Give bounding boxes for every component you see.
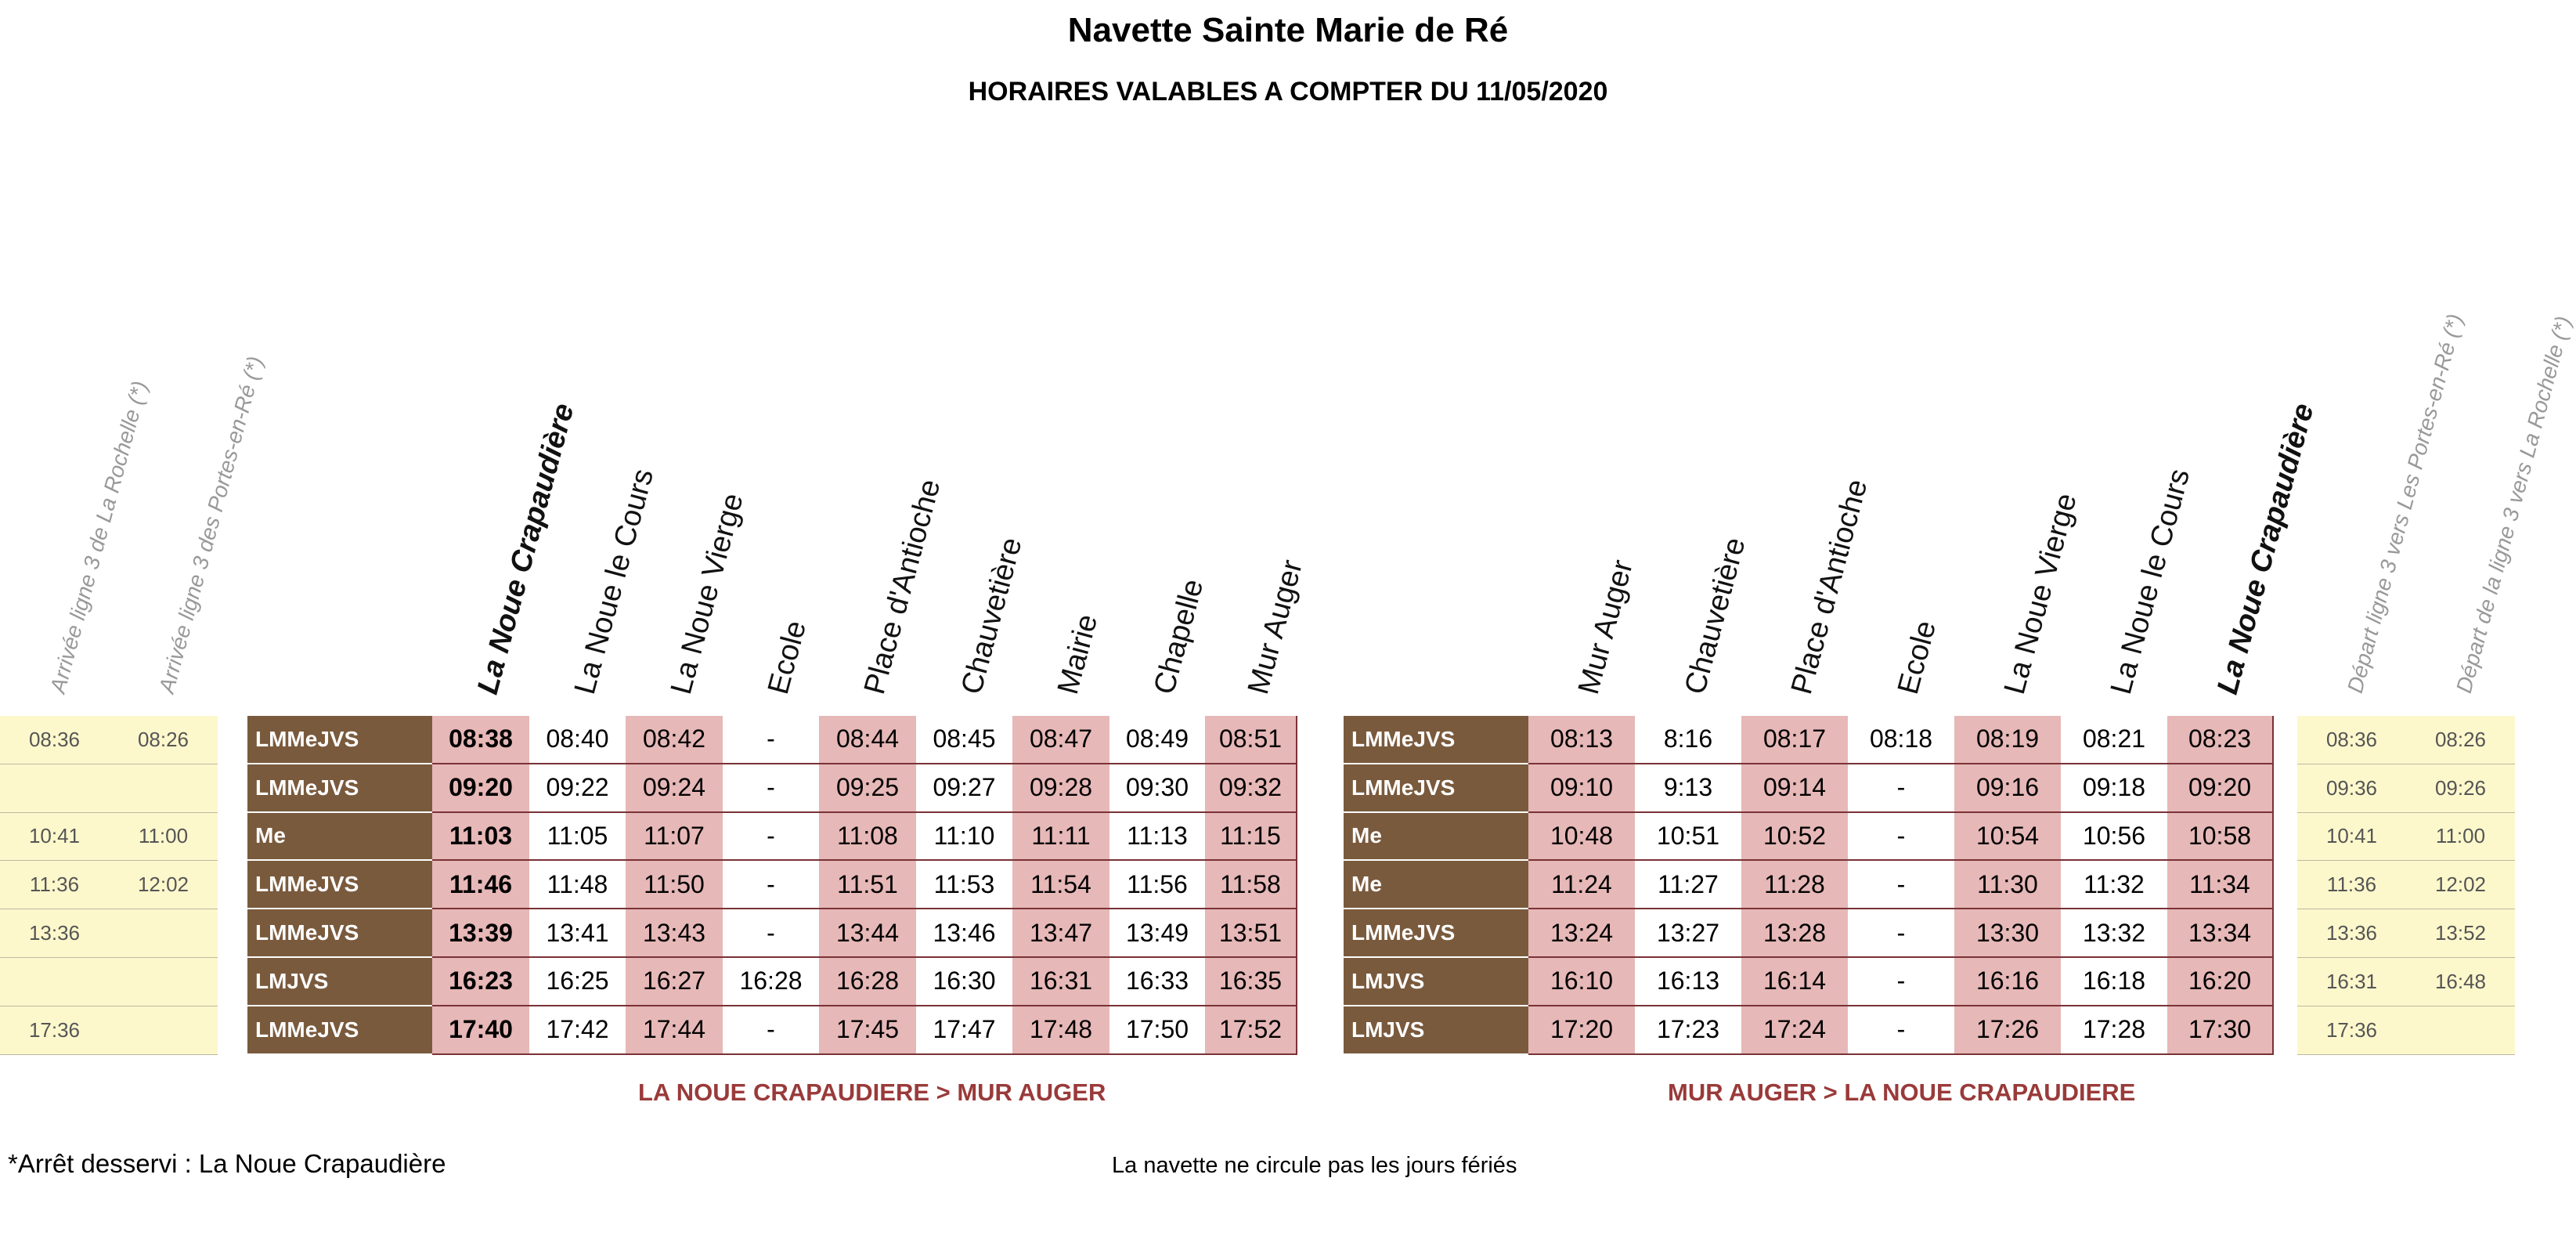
connection-time: 08:36: [28, 727, 81, 751]
return-timetable: [1344, 716, 2274, 1055]
connection-row: [0, 1006, 218, 1055]
connection-time: [2406, 1006, 2515, 1054]
connection-time: 08:36: [2325, 727, 2378, 751]
time-cell: 10:52: [1741, 813, 1848, 862]
connection-row: [2297, 764, 2515, 813]
connection-time: 17:36: [2325, 1017, 2378, 1042]
connection-time: 11:00: [2435, 824, 2486, 848]
table-row: [1344, 958, 2274, 1006]
time-cell: -: [723, 764, 819, 813]
time-cell: 16:13: [1635, 958, 1741, 1006]
time-cell: 13:47: [1012, 909, 1109, 958]
service-days: Me: [247, 813, 432, 862]
time-cell: 11:08: [819, 813, 916, 862]
time-cell: 16:30: [916, 958, 1012, 1006]
connection-time: 08:26: [137, 727, 189, 751]
time-cell: 16:27: [626, 958, 723, 1006]
time-cell: 17:30: [2167, 1006, 2274, 1055]
time-cell: 11:32: [2061, 861, 2167, 909]
connection-time: 12:02: [137, 873, 189, 897]
page-subtitle: HORAIRES VALABLES A COMPTER DU 11/05/2020: [968, 77, 1608, 107]
time-cell: 10:58: [2167, 813, 2274, 862]
service-days: LMJVS: [1344, 1006, 1528, 1055]
time-cell: 16:20: [2167, 958, 2274, 1006]
time-cell: 17:48: [1012, 1006, 1109, 1055]
column-header: Chauvetière: [954, 534, 1029, 698]
connection-row: [0, 909, 218, 958]
service-days: LMMeJVS: [1344, 764, 1528, 813]
time-cell: 11:58: [1205, 861, 1297, 909]
connection-row: [0, 764, 218, 813]
time-cell: 17:20: [1528, 1006, 1635, 1055]
time-cell: 10:54: [1954, 813, 2061, 862]
time-cell: 11:15: [1205, 813, 1297, 862]
time-cell: 17:24: [1741, 1006, 1848, 1055]
time-cell: 11:10: [916, 813, 1012, 862]
table-row: [247, 1006, 1297, 1055]
time-cell: 08:17: [1741, 716, 1848, 764]
connection-time: [109, 909, 218, 957]
time-cell: 09:30: [1109, 764, 1205, 813]
time-cell: 11:05: [529, 813, 626, 862]
time-cell: 13:30: [1954, 909, 2061, 958]
time-cell: -: [1848, 764, 1954, 813]
column-header: Ecole: [1892, 617, 1943, 698]
time-cell: 08:51: [1205, 716, 1297, 764]
service-days: LMMeJVS: [247, 1006, 432, 1055]
service-days: LMMeJVS: [247, 764, 432, 813]
connection-time: 13:36: [28, 921, 81, 945]
column-header: La Noue Crapaudière: [471, 399, 581, 698]
connection-row: [0, 958, 218, 1006]
outbound-timetable: [247, 716, 1297, 1055]
connection-time: 12:02: [2434, 873, 2487, 897]
table-row: [247, 958, 1297, 1006]
table-row: [247, 861, 1297, 909]
service-days: LMJVS: [1344, 958, 1528, 1006]
connection-row: [2297, 909, 2515, 958]
time-cell: 16:33: [1109, 958, 1205, 1006]
time-cell: 13:39: [432, 909, 529, 958]
time-cell: 13:34: [2167, 909, 2274, 958]
right-connection-table: [2297, 716, 2515, 1055]
time-cell: 8:16: [1635, 716, 1741, 764]
table-row: [247, 909, 1297, 958]
service-days: LMMeJVS: [247, 716, 432, 764]
time-cell: 13:27: [1635, 909, 1741, 958]
time-cell: 09:10: [1528, 764, 1635, 813]
connection-time: 10:41: [28, 824, 81, 848]
time-cell: 16:10: [1528, 958, 1635, 1006]
time-cell: 13:43: [626, 909, 723, 958]
connection-time: 11:36: [2326, 873, 2377, 897]
time-cell: 08:13: [1528, 716, 1635, 764]
time-cell: 13:32: [2061, 909, 2167, 958]
service-days: LMMeJVS: [247, 861, 432, 909]
time-cell: 11:51: [819, 861, 916, 909]
time-cell: 09:28: [1012, 764, 1109, 813]
page-title: Navette Sainte Marie de Ré: [1067, 11, 1509, 49]
time-cell: 08:42: [626, 716, 723, 764]
connection-time: 09:26: [2434, 775, 2487, 800]
connection-time: [109, 764, 218, 812]
time-cell: 11:34: [2167, 861, 2274, 909]
time-cell: 08:47: [1012, 716, 1109, 764]
column-header: Place d'Antioche: [1785, 475, 1874, 698]
time-cell: 17:47: [916, 1006, 1012, 1055]
table-row: [247, 813, 1297, 862]
time-cell: -: [723, 909, 819, 958]
time-cell: 11:11: [1012, 813, 1109, 862]
time-cell: 16:28: [723, 958, 819, 1006]
time-cell: 13:46: [916, 909, 1012, 958]
time-cell: 17:42: [529, 1006, 626, 1055]
connection-row: [2297, 1006, 2515, 1055]
service-days: Me: [1344, 813, 1528, 862]
connection-time: [0, 958, 109, 1006]
service-days: Me: [1344, 861, 1528, 909]
time-cell: 16:35: [1205, 958, 1297, 1006]
time-cell: 09:18: [2061, 764, 2167, 813]
time-cell: 09:27: [916, 764, 1012, 813]
time-cell: 09:14: [1741, 764, 1848, 813]
connection-row: [0, 813, 218, 862]
time-cell: 9:13: [1635, 764, 1741, 813]
connection-time: 10:41: [2325, 824, 2378, 848]
time-cell: 13:28: [1741, 909, 1848, 958]
time-cell: 10:48: [1528, 813, 1635, 862]
table-row: [1344, 861, 2274, 909]
time-cell: 09:24: [626, 764, 723, 813]
time-cell: 10:51: [1635, 813, 1741, 862]
time-cell: -: [1848, 909, 1954, 958]
time-cell: 17:40: [432, 1006, 529, 1055]
time-cell: 16:16: [1954, 958, 2061, 1006]
table-row: [247, 716, 1297, 764]
time-cell: 16:31: [1012, 958, 1109, 1006]
time-cell: 08:44: [819, 716, 916, 764]
connection-row: [0, 861, 218, 909]
column-header: Arrivée ligne 3 de La Rochelle (*): [45, 378, 152, 696]
column-header: Départ ligne 3 vers Les Portes-en-Ré (*): [2342, 311, 2467, 696]
connection-time: [109, 1006, 218, 1054]
time-cell: -: [1848, 1006, 1954, 1055]
time-cell: 13:24: [1528, 909, 1635, 958]
time-cell: 11:48: [529, 861, 626, 909]
time-cell: 13:49: [1109, 909, 1205, 958]
column-header: Mur Auger: [1242, 556, 1309, 698]
time-cell: 11:27: [1635, 861, 1741, 909]
time-cell: 08:40: [529, 716, 626, 764]
table-row: [1344, 764, 2274, 813]
column-header: Mur Auger: [1572, 556, 1640, 698]
time-cell: 09:16: [1954, 764, 2061, 813]
time-cell: 13:51: [1205, 909, 1297, 958]
time-cell: 13:44: [819, 909, 916, 958]
time-cell: 16:23: [432, 958, 529, 1006]
time-cell: 08:21: [2061, 716, 2167, 764]
time-cell: -: [1848, 958, 1954, 1006]
connection-row: [2297, 861, 2515, 909]
time-cell: 08:38: [432, 716, 529, 764]
column-header: Ecole: [761, 617, 813, 698]
service-days: LMJVS: [247, 958, 432, 1006]
time-cell: 09:32: [1205, 764, 1297, 813]
connection-row: [0, 716, 218, 764]
service-days: LMMeJVS: [1344, 716, 1528, 764]
column-header: La Noue le Cours: [568, 465, 660, 698]
time-cell: 08:23: [2167, 716, 2274, 764]
column-header: Mairie: [1052, 611, 1105, 698]
holiday-note: La navette ne circule pas les jours fériés: [1112, 1153, 1517, 1178]
connection-row: [2297, 716, 2515, 764]
time-cell: 11:30: [1954, 861, 2061, 909]
time-cell: 08:45: [916, 716, 1012, 764]
column-header: La Noue Crapaudière: [2211, 399, 2321, 698]
time-cell: 11:46: [432, 861, 529, 909]
time-cell: 09:20: [2167, 764, 2274, 813]
table-row: [1344, 1006, 2274, 1055]
return-direction-label: MUR AUGER > LA NOUE CRAPAUDIERE: [1668, 1079, 2136, 1106]
time-cell: 11:54: [1012, 861, 1109, 909]
time-cell: 08:49: [1109, 716, 1205, 764]
time-cell: 17:50: [1109, 1006, 1205, 1055]
column-header: Chauvetière: [1679, 534, 1752, 698]
time-cell: 08:18: [1848, 716, 1954, 764]
time-cell: 11:50: [626, 861, 723, 909]
time-cell: -: [1848, 861, 1954, 909]
connection-time: 13:36: [2325, 921, 2378, 945]
time-cell: -: [723, 716, 819, 764]
column-header: La Noue Vierge: [665, 490, 750, 698]
time-cell: -: [723, 861, 819, 909]
time-cell: 11:53: [916, 861, 1012, 909]
time-cell: 08:19: [1954, 716, 2061, 764]
column-header: Chapelle: [1148, 576, 1210, 698]
service-days: LMMeJVS: [247, 909, 432, 958]
time-cell: 16:14: [1741, 958, 1848, 1006]
column-header: Place d'Antioche: [858, 475, 947, 698]
column-header: Arrivée ligne 3 des Portes-en-Ré (*): [153, 353, 268, 696]
connection-time: 17:36: [28, 1017, 81, 1042]
time-cell: 11:28: [1741, 861, 1848, 909]
time-cell: 11:13: [1109, 813, 1205, 862]
time-cell: 17:23: [1635, 1006, 1741, 1055]
connection-time: 11:36: [29, 873, 80, 897]
table-row: [1344, 716, 2274, 764]
time-cell: 17:26: [1954, 1006, 2061, 1055]
time-cell: -: [723, 813, 819, 862]
column-header: La Noue Vierge: [1998, 490, 2084, 698]
connection-time: [0, 764, 109, 812]
connection-time: 08:26: [2434, 727, 2487, 751]
connection-time: 11:00: [138, 824, 189, 848]
time-cell: 17:44: [626, 1006, 723, 1055]
time-cell: 11:56: [1109, 861, 1205, 909]
time-cell: 10:56: [2061, 813, 2167, 862]
connection-time: 13:52: [2434, 921, 2487, 945]
column-header: Départ de la ligne 3 vers La Rochelle (*): [2451, 313, 2575, 696]
connection-row: [2297, 958, 2515, 1006]
time-cell: 17:28: [2061, 1006, 2167, 1055]
time-cell: 17:45: [819, 1006, 916, 1055]
time-cell: 16:18: [2061, 958, 2167, 1006]
connection-time: 16:48: [2434, 969, 2487, 993]
left-connection-table: [0, 716, 218, 1055]
time-cell: 09:22: [529, 764, 626, 813]
time-cell: -: [1848, 813, 1954, 862]
connection-time: 09:36: [2325, 775, 2378, 800]
footnote: *Arrêt desservi : La Noue Crapaudière: [8, 1149, 446, 1178]
time-cell: 11:24: [1528, 861, 1635, 909]
time-cell: 16:28: [819, 958, 916, 1006]
table-row: [1344, 813, 2274, 862]
time-cell: 09:20: [432, 764, 529, 813]
time-cell: 09:25: [819, 764, 916, 813]
time-cell: 13:41: [529, 909, 626, 958]
time-cell: 11:07: [626, 813, 723, 862]
table-row: [1344, 909, 2274, 958]
outbound-direction-label: LA NOUE CRAPAUDIERE > MUR AUGER: [638, 1079, 1106, 1106]
table-row: [247, 764, 1297, 813]
time-cell: 17:52: [1205, 1006, 1297, 1055]
column-header: La Noue le Cours: [2105, 465, 2197, 698]
time-cell: -: [723, 1006, 819, 1055]
service-days: LMMeJVS: [1344, 909, 1528, 958]
connection-row: [2297, 813, 2515, 862]
time-cell: 16:25: [529, 958, 626, 1006]
connection-time: [109, 958, 218, 1006]
time-cell: 11:03: [432, 813, 529, 862]
connection-time: 16:31: [2325, 969, 2378, 993]
